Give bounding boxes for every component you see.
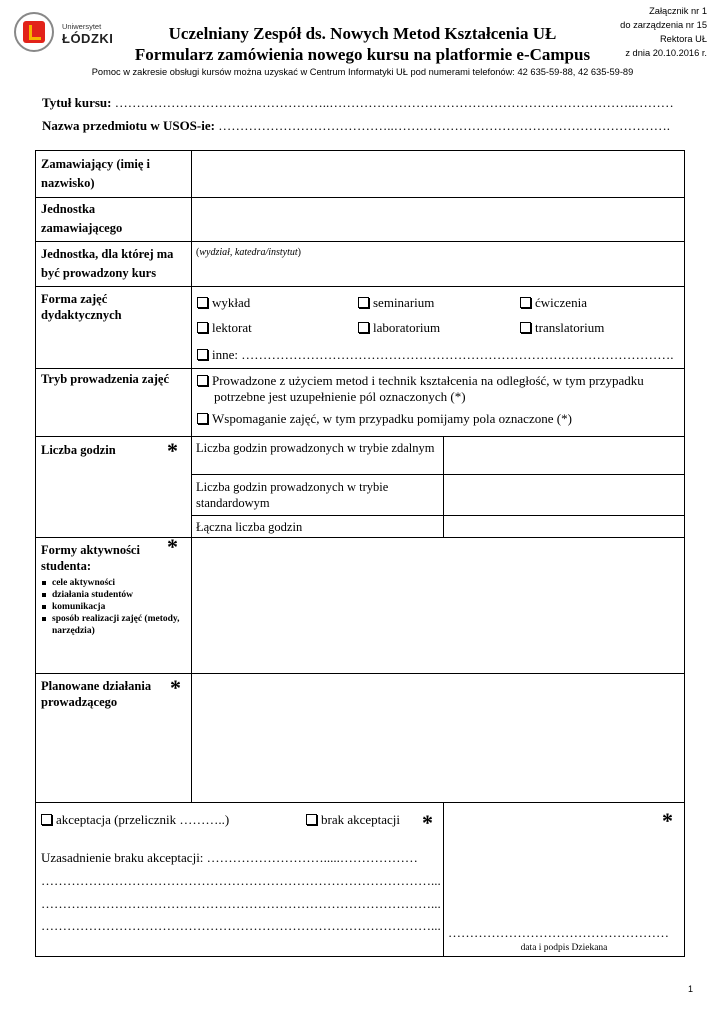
required-star: * <box>167 438 178 463</box>
list-item: komunikacja <box>40 601 190 613</box>
dean-signature-caption: data i podpis Dziekana <box>520 943 608 953</box>
required-star: * <box>167 534 178 559</box>
course-title-field[interactable] <box>42 95 674 111</box>
checkbox-icon[interactable] <box>358 297 369 308</box>
class-form-other[interactable]: inne: ………………………………………………………………………………………. <box>197 347 674 363</box>
order-form-table <box>35 150 685 957</box>
checkbox-icon[interactable] <box>197 375 208 386</box>
justification-line[interactable]: ………………………………………………………………………………... <box>41 918 441 933</box>
checkbox-icon[interactable] <box>358 322 369 333</box>
class-form-lecture[interactable]: wykład <box>197 295 250 311</box>
annex-line: Rektora UŁ <box>659 34 707 44</box>
required-star: * <box>662 808 673 833</box>
hours-remote-label: Liczba godzin prowadzonych w trybie zdalnym <box>196 441 435 455</box>
course-title-label: Tytuł kursu: <box>42 95 112 110</box>
class-form-language[interactable]: lektorat <box>197 320 252 336</box>
activity-bullet-list <box>40 577 190 637</box>
page-title-team: Uczelniany Zespół ds. Nowych Metod Kształcenia UŁ <box>168 24 557 43</box>
planned-label: Planowane działania prowadzącego <box>41 679 152 709</box>
target-unit-hint[interactable]: (wydział, katedra/instytut) <box>196 247 302 258</box>
class-form-exercises[interactable]: ćwiczenia <box>520 295 587 311</box>
required-star: * <box>170 675 181 700</box>
usos-name-dots: …………………………………..………………………………………………………. <box>218 118 670 133</box>
activity-label: Formy aktywności studenta: <box>41 543 140 573</box>
course-title-dots: …………………………………………..……………………………………………………………..……… <box>114 95 674 110</box>
target-unit-label: Jednostka, dla której ma być prowadzony kurs <box>41 247 174 280</box>
checkbox-icon[interactable] <box>197 297 208 308</box>
checkbox-icon[interactable] <box>197 413 208 424</box>
checkbox-icon[interactable] <box>520 322 531 333</box>
class-form-laboratory[interactable]: laboratorium <box>358 320 440 336</box>
annex-line: do zarządzenia nr 15 <box>620 20 707 30</box>
hours-standard-label: Liczba godzin prowadzonych w trybie standardowym <box>196 480 389 510</box>
unit-input[interactable] <box>192 198 682 240</box>
no-acceptance-option[interactable]: brak akceptacji <box>306 812 400 828</box>
checkbox-icon[interactable] <box>306 814 317 825</box>
list-item: działania studentów <box>40 589 190 601</box>
justification-label[interactable]: Uzasadnienie braku akceptacji: ……………………….....……………… <box>41 850 418 865</box>
mode-support-option[interactable]: Wspomaganie zajęć, w tym przypadku pomijamy pola oznaczone (*) <box>197 411 572 427</box>
usos-name-label: Nazwa przedmiotu w USOS-ie: <box>42 118 215 133</box>
justification-line[interactable]: ………………………………………………………………………………... <box>41 873 441 888</box>
logo-text-lodz: ŁÓDZKI <box>62 31 114 46</box>
planned-input[interactable] <box>192 674 682 801</box>
mode-remote-option[interactable]: Prowadzone z użyciem metod i technik kształcenia na odległość, w tym przypadku <box>197 373 644 389</box>
annex-line: Załącznik nr 1 <box>649 6 707 16</box>
requester-label: Zamawiający (imię i nazwisko) <box>41 157 151 190</box>
page-number: 1 <box>687 984 693 994</box>
target-unit-hint-text: wydział, katedra/instytut <box>199 247 298 258</box>
class-form-seminar[interactable]: seminarium <box>358 295 434 311</box>
hours-remote-input[interactable] <box>444 437 682 473</box>
class-form-translatorium[interactable]: translatorium <box>520 320 604 336</box>
justification-line[interactable]: ………………………………………………………………………………... <box>41 896 441 911</box>
page-title-form: Formularz zamówienia nowego kursu na platformie e-Campus <box>134 45 591 64</box>
mode-remote-note: potrzebne jest uzupełnienie pól oznaczonych (*) <box>214 389 466 404</box>
required-star: * <box>422 810 433 835</box>
hours-total-input[interactable] <box>444 516 682 536</box>
hours-standard-input[interactable] <box>444 475 682 514</box>
list-item: cele aktywności <box>40 577 190 589</box>
acceptance-option[interactable]: akceptacja (przelicznik ………..) <box>41 812 229 828</box>
hours-total-label: Łączna liczba godzin <box>196 520 303 534</box>
annex-line: z dnia 20.10.2016 r. <box>625 48 707 58</box>
requester-input[interactable] <box>192 152 682 196</box>
class-form-label: Forma zajęć dydaktycznych <box>41 292 122 322</box>
logo-text-university: Uniwersytet <box>62 22 102 31</box>
dean-signature-line[interactable]: …………………………………………… <box>448 925 669 940</box>
mode-label: Tryb prowadzenia zajęć <box>41 372 169 386</box>
hours-label: Liczba godzin <box>41 443 116 457</box>
checkbox-icon[interactable] <box>520 297 531 308</box>
list-item: sposób realizacji zajęć (metody, narzędzia) <box>40 613 190 637</box>
checkbox-icon[interactable] <box>41 814 52 825</box>
unit-label: Jednostka zamawiającego <box>41 202 123 235</box>
help-contact-line: Pomoc w zakresie obsługi kursów można uzyskać w Centrum Informatyki UŁ pod numerami telefonów: 42 635-59-88, 42 635-59-89 <box>91 67 634 77</box>
usos-name-field[interactable] <box>42 118 670 134</box>
checkbox-icon[interactable] <box>197 349 208 360</box>
checkbox-icon[interactable] <box>197 322 208 333</box>
activity-input[interactable] <box>192 538 682 672</box>
